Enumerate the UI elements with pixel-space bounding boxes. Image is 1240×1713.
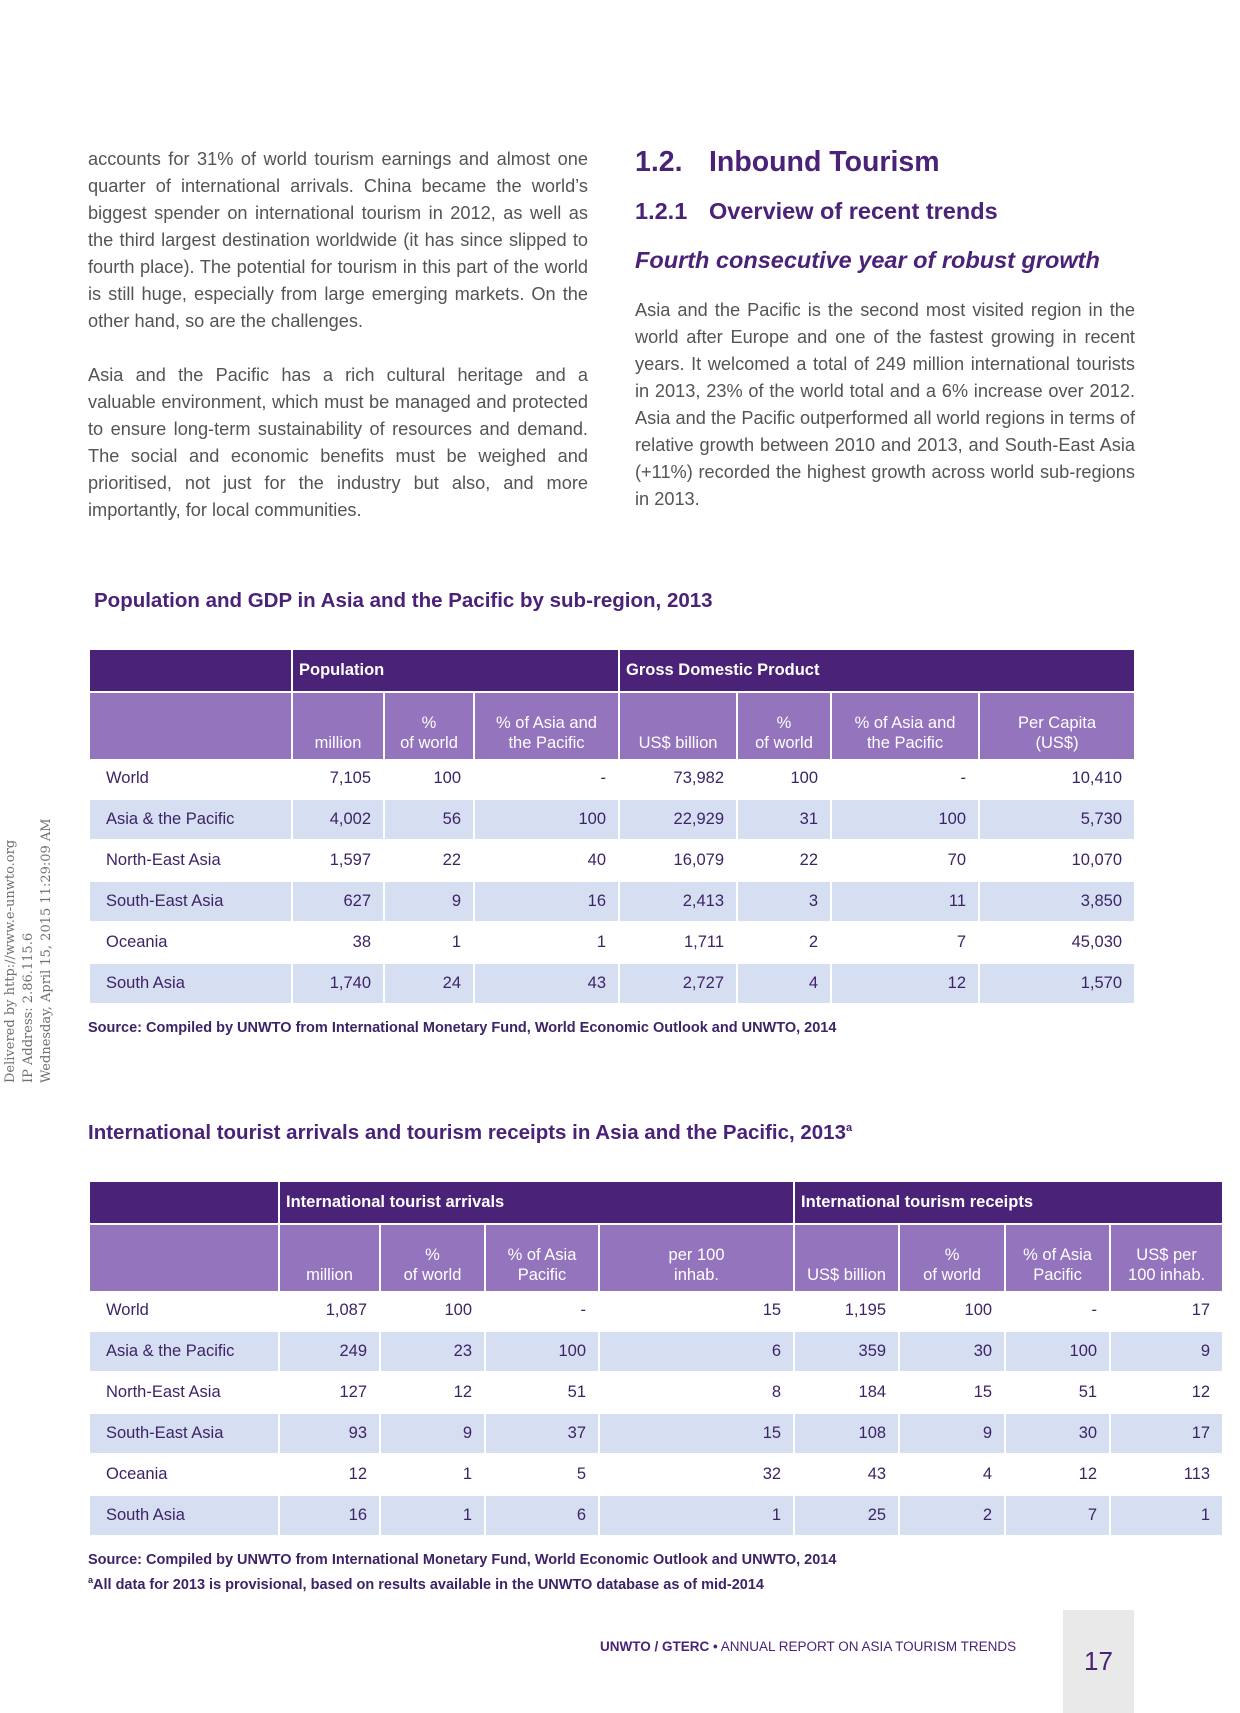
table-cell: World <box>90 1291 279 1331</box>
header-text: US$ per <box>1136 1246 1197 1264</box>
header-text: % <box>776 714 792 732</box>
header-text: of world <box>755 734 813 752</box>
table-row <box>90 1372 1240 1413</box>
table-cell: 73,982 <box>619 759 737 799</box>
header-text: % of Asia <box>507 1246 577 1264</box>
table-cell: 23 <box>380 1331 485 1372</box>
table-cell: 16,079 <box>619 840 737 881</box>
table-cell: 17 <box>1191 1301 1211 1319</box>
table-cell: South-East Asia <box>90 881 292 922</box>
table-cell: 51 <box>485 1372 599 1413</box>
table1-header-million <box>292 692 384 759</box>
table-cell: 108 <box>794 1413 899 1454</box>
table-cell: 184 <box>794 1372 899 1413</box>
table-cell: 43 <box>794 1454 899 1495</box>
table-cell: 5 <box>485 1454 599 1495</box>
table-cell: 15 <box>599 1291 794 1331</box>
header-text: of world <box>400 734 458 752</box>
table-cell: 24 <box>384 963 474 1004</box>
footnote-text: All data for 2013 is provisional, based on results available in the UNWTO database as of mid-2014 <box>93 1576 764 1593</box>
right-paragraph: Asia and the Pacific is the second most visited region in the world after Europe and one of the fastest growing in recent years. It welcomed a total of 249 million international tourists in 2013, 23% of the world total and a 6% increase over 2012. Asia and the Pacific outperformed all world regions in terms of relative growth between 2010 and 2013, and South-East Asia (+11%) recorded the highest growth across world sub-regions in 2013. <box>635 300 1135 509</box>
table-cell: World <box>90 759 292 799</box>
table-cell: 12 <box>831 963 979 1004</box>
header-text: % of Asia and <box>496 714 597 732</box>
table-row <box>90 1495 1240 1536</box>
table-cell: 45,030 <box>1071 933 1123 951</box>
table2-header-million <box>279 1224 380 1291</box>
header-text: 100 inhab. <box>1128 1266 1206 1284</box>
header-text: US$ billion <box>807 1266 886 1284</box>
table-cell: - <box>1005 1291 1110 1331</box>
table-cell: 7 <box>831 922 979 963</box>
table-cell: 16 <box>279 1495 380 1536</box>
subheading: Fourth consecutive year of robust growth <box>635 247 1100 273</box>
footnote-marker: a <box>88 1575 94 1585</box>
table-cell: 40 <box>474 840 619 881</box>
watermark-line-1: Delivered by http://www.e-unwto.org <box>3 839 18 1083</box>
table2-header-usd-billion <box>794 1224 899 1291</box>
header-text: million <box>314 734 362 752</box>
table-row <box>90 799 1134 840</box>
table2-corner <box>90 1182 279 1224</box>
table-cell: 9 <box>384 881 474 922</box>
table-row <box>90 1454 1240 1495</box>
table1-column-header <box>90 692 1134 759</box>
header-text: % <box>421 714 437 732</box>
table-cell: 9 <box>380 1413 485 1454</box>
table2-group-receipts: International tourism receipts <box>794 1182 1222 1224</box>
table1-header-per-capita <box>979 692 1134 759</box>
table-cell: South Asia <box>90 1495 279 1536</box>
table-cell: Asia & the Pacific <box>90 799 292 840</box>
table-row <box>90 922 1134 963</box>
section-heading <box>635 146 940 179</box>
table1-group-header <box>90 650 1134 692</box>
header-text: % of Asia and <box>854 714 956 732</box>
table-cell: 1 <box>380 1495 485 1536</box>
table-row <box>90 881 1134 922</box>
table2-header-rec-pct-world <box>899 1224 1005 1291</box>
table2-header-pct-world <box>380 1224 485 1291</box>
table-cell: 7,105 <box>292 759 384 799</box>
table-cell: North-East Asia <box>90 1372 279 1413</box>
table-cell: 11 <box>831 881 979 922</box>
watermark-line-3: Wednesday, April 15, 2015 11:29:09 AM <box>39 818 54 1083</box>
table-cell: 38 <box>292 922 384 963</box>
table-cell: 100 <box>380 1291 485 1331</box>
table-cell: 1 <box>384 922 474 963</box>
footer-running-title <box>600 1639 1016 1654</box>
table-cell: 6 <box>599 1331 794 1372</box>
header-text: the Pacific <box>866 734 944 752</box>
table2-footnote <box>88 1571 764 1595</box>
table-cell: 2,413 <box>619 881 737 922</box>
header-text: % of Asia <box>1023 1246 1092 1264</box>
table-cell: 4,002 <box>292 799 384 840</box>
subsection-title: Overview of recent trends <box>709 198 998 224</box>
table-cell: 249 <box>279 1331 380 1372</box>
table1-group-population: Population <box>292 650 619 692</box>
table-cell: 2 <box>899 1495 1005 1536</box>
table-cell: 31 <box>737 799 831 840</box>
table-cell: 10,410 <box>1071 769 1123 787</box>
table2-title-sup: a <box>845 1122 853 1135</box>
page-number-box <box>1063 1610 1134 1713</box>
table-cell: 15 <box>899 1372 1005 1413</box>
table-cell: North-East Asia <box>90 840 292 881</box>
table1-header-usd-billion <box>619 692 737 759</box>
table2-header-usd-per-100 <box>1110 1224 1222 1291</box>
table-cell: 1 <box>380 1454 485 1495</box>
table-cell: 100 <box>899 1291 1005 1331</box>
section-number: 1.2. <box>635 146 683 178</box>
table-cell: South Asia <box>90 963 292 1004</box>
table-cell: 43 <box>474 963 619 1004</box>
table-cell: 10,070 <box>1071 851 1123 869</box>
header-text: Pacific <box>517 1266 567 1284</box>
header-text: % <box>944 1246 960 1264</box>
table-cell: 627 <box>292 881 384 922</box>
table2-source: Source: Compiled by UNWTO from International Monetary Fund, World Economic Outlook and UNWTO, 2014 <box>88 1552 837 1568</box>
subsection-heading <box>635 198 998 225</box>
table-cell: - <box>474 759 619 799</box>
table-row <box>90 1413 1240 1454</box>
table-cell: 100 <box>737 759 831 799</box>
page-number: 17 <box>1084 1646 1113 1676</box>
footer-report: ANNUAL REPORT ON ASIA TOURISM TRENDS <box>720 1639 1017 1654</box>
section-title: Inbound Tourism <box>709 146 940 178</box>
table-cell: 1 <box>1110 1495 1222 1536</box>
table-cell: 32 <box>599 1454 794 1495</box>
table-cell: 12 <box>1005 1454 1110 1495</box>
table2-header-blank <box>90 1224 279 1291</box>
table-row <box>90 963 1134 1004</box>
table-cell: 15 <box>599 1413 794 1454</box>
subsection-number: 1.2.1 <box>635 198 688 224</box>
table-row <box>90 1331 1240 1372</box>
table-cell: 1,711 <box>619 922 737 963</box>
table1-corner <box>90 650 292 692</box>
table2-column-header <box>90 1224 1240 1291</box>
table-cell: 4 <box>737 963 831 1004</box>
table2-group-arrivals: International tourist arrivals <box>279 1182 794 1224</box>
table-cell: - <box>831 759 979 799</box>
table1-source: Source: Compiled by UNWTO from International Monetary Fund, World Economic Outlook and UNWTO, 2014 <box>88 1020 837 1036</box>
table-cell: 12 <box>279 1454 380 1495</box>
table-cell: South-East Asia <box>90 1413 279 1454</box>
table-cell: 359 <box>794 1331 899 1372</box>
table-cell: 1,740 <box>292 963 384 1004</box>
table-cell: 100 <box>485 1331 599 1372</box>
table1-header-gdp-pct-asia <box>831 692 979 759</box>
table-cell: 3 <box>737 881 831 922</box>
table1-group-gdp: Gross Domestic Product <box>619 650 1134 692</box>
watermark-line-2: IP Address: 2.86.115.6 <box>21 932 36 1083</box>
table-cell: 127 <box>279 1372 380 1413</box>
table-cell: 22 <box>737 840 831 881</box>
table-cell: 1,087 <box>279 1291 380 1331</box>
header-text: of world <box>923 1266 981 1284</box>
header-text: Per Capita <box>1018 714 1097 732</box>
intro-paragraph-1: accounts for 31% of world tourism earnings and almost one quarter of international arrivals. China became the world’s biggest spender on international tourism in 2012, as well as the third largest destination worldwide (it has since slipped to fourth place). The potential for tourism in this part of the world is still huge, especially from large emerging markets. On the other hand, so are the challenges. <box>88 149 588 331</box>
table-cell: 12 <box>1191 1383 1211 1401</box>
table-cell: 37 <box>485 1413 599 1454</box>
table-cell: 100 <box>384 759 474 799</box>
footer-bullet: • <box>713 1639 718 1654</box>
table-cell: 30 <box>1005 1413 1110 1454</box>
table-cell: 113 <box>1183 1465 1211 1483</box>
table-cell: 30 <box>899 1331 1005 1372</box>
table-cell: 16 <box>474 881 619 922</box>
table1-header-pct-asia <box>474 692 619 759</box>
table2-header-rec-pct-asia <box>1005 1224 1110 1291</box>
table1-title: Population and GDP in Asia and the Pacific by sub-region, 2013 <box>94 589 713 612</box>
table-row <box>90 759 1134 799</box>
population-gdp-table <box>90 650 1134 1005</box>
table-cell: 4 <box>899 1454 1005 1495</box>
table-cell: 5,730 <box>979 799 1134 840</box>
table-cell: 3,850 <box>979 881 1134 922</box>
table-cell: 6 <box>485 1495 599 1536</box>
table-cell: 2,727 <box>619 963 737 1004</box>
table-cell: 1 <box>474 922 619 963</box>
header-text: per 100 <box>668 1246 725 1264</box>
table2-header-per-100 <box>599 1224 794 1291</box>
table-cell: 22,929 <box>619 799 737 840</box>
table-cell: 93 <box>279 1413 380 1454</box>
table1-header-gdp-pct-world <box>737 692 831 759</box>
table-cell: 100 <box>1005 1331 1110 1372</box>
table-cell: Oceania <box>90 922 292 963</box>
header-text: (US$) <box>1035 734 1079 752</box>
table1-header-pct-world <box>384 692 474 759</box>
table-cell: 9 <box>1110 1331 1222 1372</box>
table-cell: 100 <box>831 799 979 840</box>
table2-group-header <box>90 1182 1240 1224</box>
table-row <box>90 840 1134 881</box>
table-cell: 1,597 <box>292 840 384 881</box>
table-cell: 1,570 <box>979 963 1134 1004</box>
table1-header-blank <box>90 692 292 759</box>
table-cell: 56 <box>384 799 474 840</box>
table-cell: Oceania <box>90 1454 279 1495</box>
table-cell: 12 <box>380 1372 485 1413</box>
table-cell: 9 <box>899 1413 1005 1454</box>
header-text: US$ billion <box>638 734 718 752</box>
table-cell: 7 <box>1005 1495 1110 1536</box>
header-text: million <box>306 1266 353 1284</box>
arrivals-receipts-table <box>90 1182 1240 1537</box>
table-cell: 100 <box>474 799 619 840</box>
table-cell: Asia & the Pacific <box>90 1331 279 1372</box>
intro-paragraph-2: Asia and the Pacific has a rich cultural heritage and a valuable environment, which must be managed and protected to ensure long-term sustainability of resources and demand. The social and economic benefits must be weighed and prioritised, not just for the industry but also, and more importantly, for local communities. <box>88 365 588 520</box>
table-cell: 25 <box>794 1495 899 1536</box>
header-text: Pacific <box>1033 1266 1082 1284</box>
table2-header-pct-asia <box>485 1224 599 1291</box>
table-cell: 17 <box>1110 1413 1222 1454</box>
header-text: inhab. <box>674 1266 719 1284</box>
table-cell: - <box>485 1291 599 1331</box>
table-row <box>90 1291 1240 1331</box>
table-cell: 51 <box>1005 1372 1110 1413</box>
table-cell: 1,195 <box>794 1291 899 1331</box>
header-text: the Pacific <box>508 734 585 752</box>
header-text: % <box>425 1246 440 1264</box>
table-cell: 70 <box>831 840 979 881</box>
delivery-watermark <box>2 818 56 1083</box>
footer-org: UNWTO / GTERC <box>600 1639 710 1654</box>
table2-title-text: International tourist arrivals and tourism receipts in Asia and the Pacific, 2013 <box>88 1121 846 1144</box>
table-cell: 8 <box>599 1372 794 1413</box>
table-cell: 1 <box>599 1495 794 1536</box>
table2-title <box>88 1121 852 1145</box>
table-cell: 2 <box>737 922 831 963</box>
table-cell: 22 <box>384 840 474 881</box>
header-text: of world <box>403 1266 462 1284</box>
